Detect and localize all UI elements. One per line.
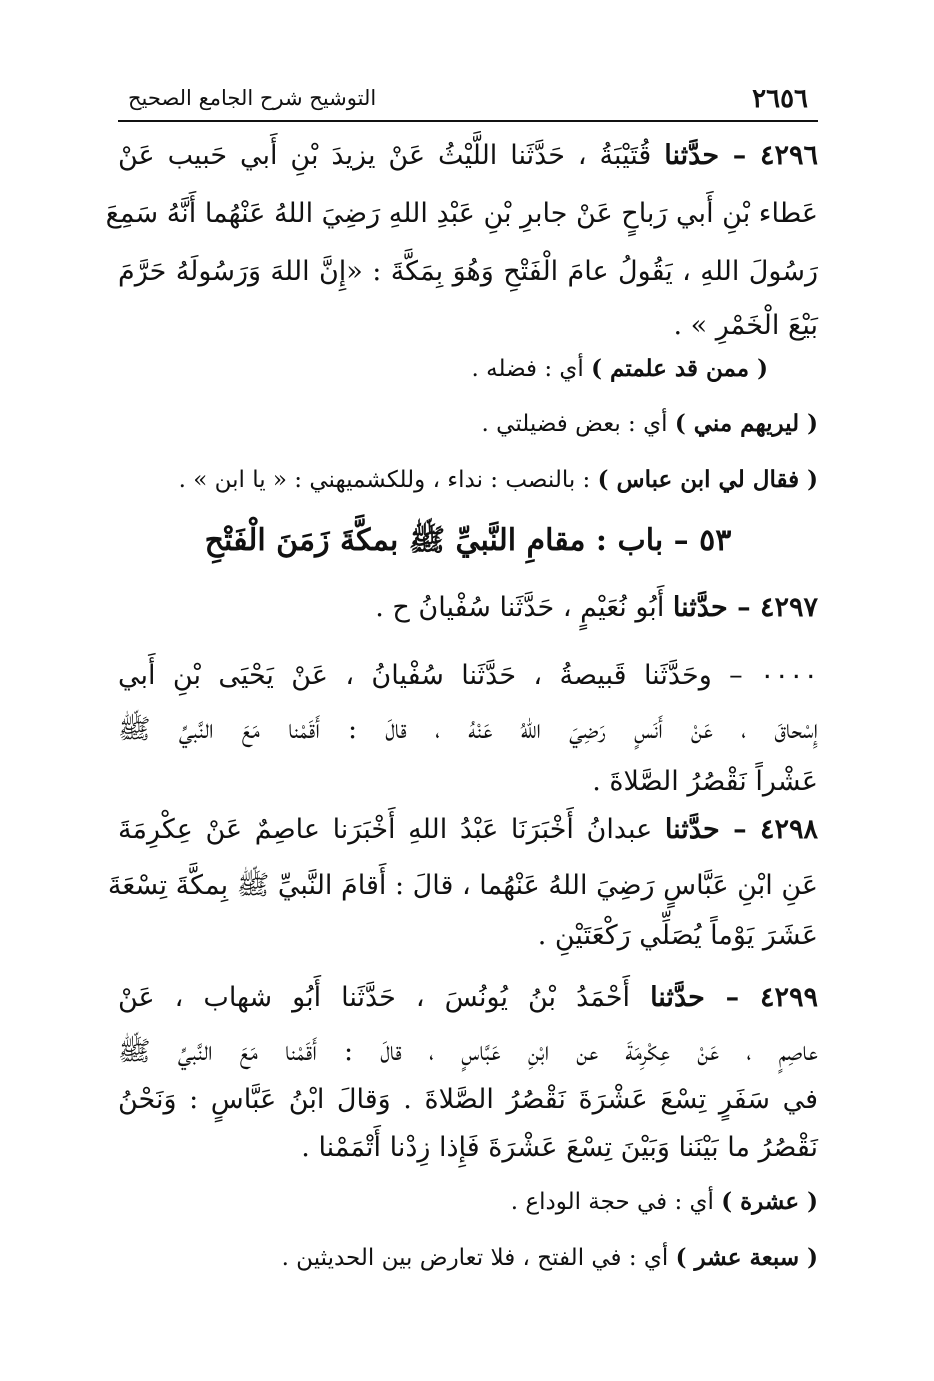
- chapter-heading: ٥٣ – باب : مقامِ النَّبيِّ ﷺ بمكَّةَ زَمَنَ الْفَتْحِ: [204, 523, 732, 558]
- hadith-number: ٤٢٩٨ – حدَّثنا: [664, 814, 819, 845]
- hadith-line: نَقْصُرُ ما بَيْنَنا وَبَيْنَ تِسْعَ عَشْرَةَ فَإِذا زِدْنا أَتْمَمْنا .: [301, 1132, 818, 1163]
- hadith-4297: ٤٢٩٧ – حدَّثنا أَبُو نُعَيْمٍ ، حَدَّثَنا سُفْيانُ ح .: [375, 592, 818, 623]
- hadith-line: ٠٠٠٠ – وحَدَّثَنا قَبيصةُ ، حَدَّثَنا سُفْيانُ ، عَنْ يَحْيَى بْنِ أَبي: [118, 660, 818, 691]
- hadith-line: عَنِ ابْنِ عَبَّاسٍ رَضِيَ اللهُ عَنْهُما ، قالَ : أَقامَ النَّبيِّ ﷺ بِمكَّةَ تِسْعَةَ: [107, 870, 818, 901]
- running-title: التوشيح شرح الجامع الصحيح: [128, 86, 377, 110]
- hadith-line: عَطاء بْنِ أَبي رَباحٍ عَنْ جابرِ بْنِ عَبْدِ اللهِ رَضِيَ اللهُ عَنْهُما أَنَّهُ سَمِعَ: [105, 198, 818, 229]
- hadith-line: في سَفَرٍ تِسْعَ عَشْرَةَ نَقْصُرُ الصَّلاةَ . وَقالَ ابْنُ عَبَّاسٍ : وَنَحْنُ: [118, 1084, 818, 1115]
- commentary-note: ( سبعة عشر ) أي : في الفتح ، فلا تعارض بين الحديثين .: [281, 1244, 818, 1271]
- hadith-number: ٤٢٩٦ – حدَّثنا: [664, 140, 818, 171]
- hadith-line: بَيْعَ الْخَمْرِ » .: [673, 310, 818, 341]
- hadith-line: رَسُولَ اللهِ ، يَقُولُ عامَ الْفَتْحِ وَهُوَ بِمَكَّةَ : «إِنَّ اللهَ وَرَسُولَهُ حَرَّمَ: [118, 256, 818, 287]
- hadith-4296: [105, 140, 818, 360]
- commentary-note: ( عشرة ) أي : في حجة الوداع .: [510, 1188, 818, 1215]
- page-number: ٢٦٥٦: [752, 84, 808, 114]
- hadith-4299: [118, 982, 818, 1182]
- hadith-line: عَشَرَ يَوْماً يُصَلِّي رَكْعَتَيْنِ .: [537, 920, 818, 951]
- hadith-line: ٤٢٩٩ – حدَّثنا أَحْمَدُ بْنُ يُونُسَ ، حَدَّثَنا أَبُو شهاب ، عَنْ: [118, 982, 818, 1013]
- hadith-line: ٤٢٩٦ – حدَّثنا قُتَيْبَةُ ، حَدَّثَنا اللَّيْثُ عَنْ يزيدَ بْنِ أَبي حَبيب عَنْ: [118, 140, 818, 171]
- hadith-line: عاصِمٍ ، عَنْ عِكْرِمَةَ عن ابْنِ عَبَّاسٍ ، قالَ : أَقَمْنا مَعَ النَّبيِّ ﷺ: [118, 1036, 818, 1067]
- page-header: [118, 80, 818, 122]
- hadith-line: إِسْحاقَ ، عَنْ أَنَسٍ رَضِيَ اللهُ عَنْهُ ، قالَ : أَقَمْنا مَعَ النَّبيِّ ﷺ: [118, 714, 818, 745]
- hadith-0000: [118, 660, 818, 820]
- commentary-note: ( فقال لي ابن عباس ) : بالنصب : نداء ، وللكشميهني : « يا ابن » .: [178, 466, 818, 493]
- hadith-4298: [107, 814, 819, 974]
- hadith-number: ٤٢٩٩ – حدَّثنا: [650, 982, 818, 1013]
- commentary-note: ( ليريهم مني ) أي : بعض فضيلتي .: [481, 410, 818, 437]
- hadith-number: ٤٢٩٧ – حدَّثنا: [672, 592, 818, 623]
- hadith-line: عَشْراً نَقْصُرُ الصَّلاةَ .: [592, 766, 818, 797]
- commentary-note: ( ممن قد علمتم ) أي : فضله .: [471, 355, 768, 382]
- hadith-line: ٤٢٩٨ – حدَّثنا عبدانُ أَخْبَرَنَا عَبْدُ اللهِ أَخْبَرَنا عاصِمٌ عَنْ عِكْرِمَةَ: [118, 814, 819, 845]
